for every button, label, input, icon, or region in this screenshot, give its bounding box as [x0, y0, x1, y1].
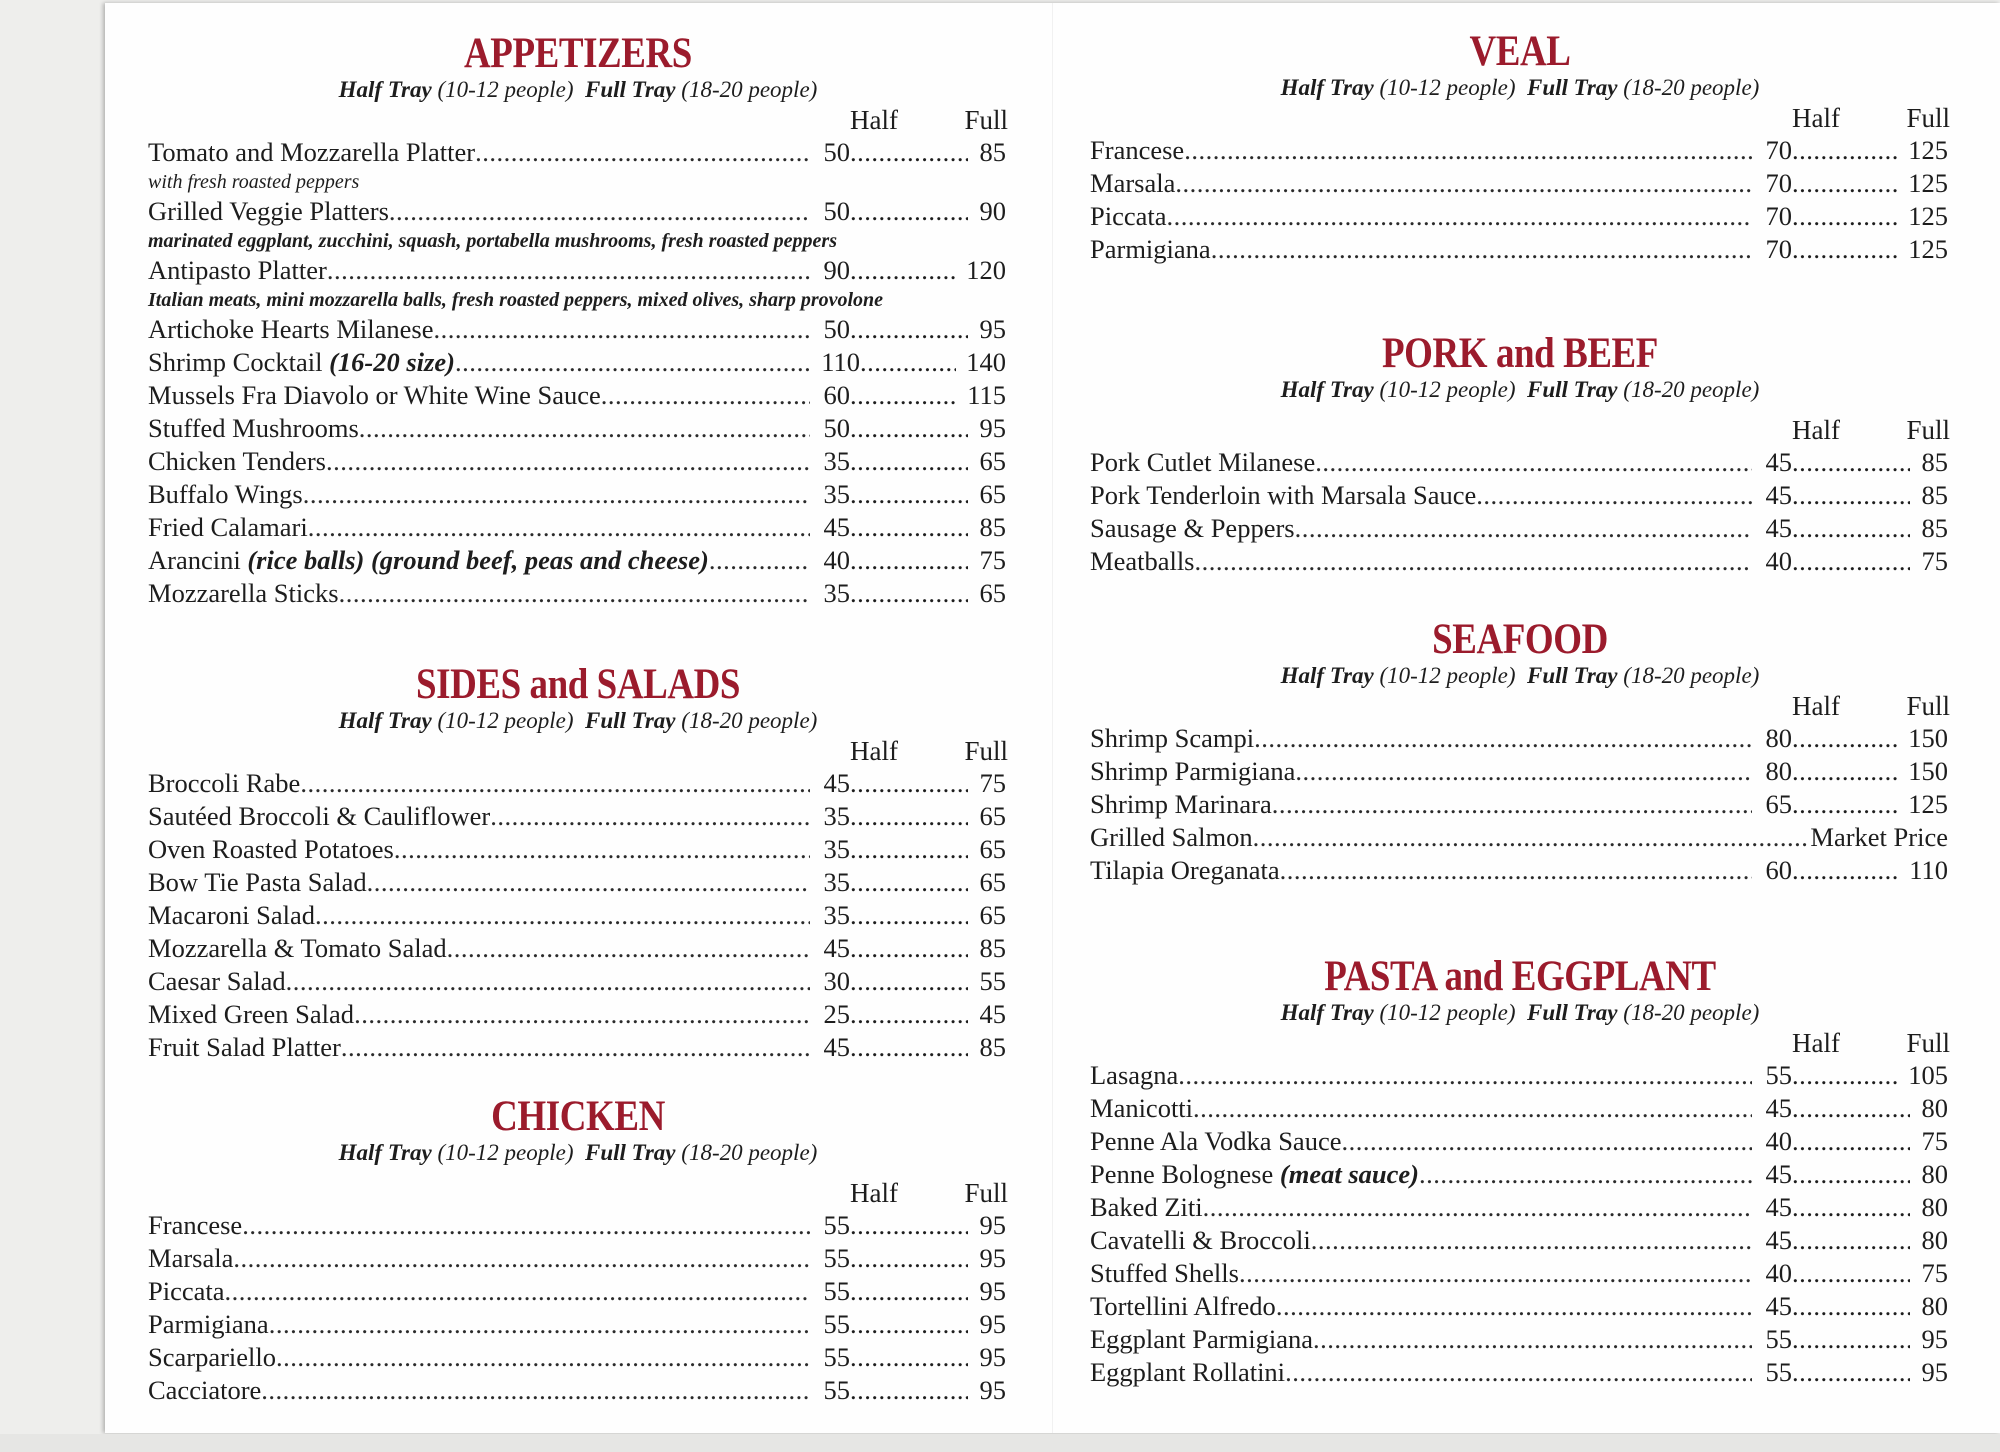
menu-item: Buffalo Wings ..... 35 ..... 65: [148, 478, 1006, 511]
section-chicken: [148, 1095, 1008, 1407]
column-headers: [1090, 690, 1950, 722]
menu-item: Tomato and Mozzarella Platter ..... 50 ..... 85: [148, 136, 1006, 169]
full-header: Full: [1906, 103, 1950, 133]
menu-item: Pork Tenderloin with Marsala Sauce ..... 45 ..... 85: [1090, 479, 1948, 512]
menu-item: Antipasto Platter ..... 90 ..... 120: [148, 254, 1006, 287]
menu-item: Sausage & Peppers ..... 45 ..... 85: [1090, 512, 1948, 545]
menu-item: Meatballs ..... 40 ..... 75: [1090, 545, 1948, 578]
section-seafood: [1090, 618, 1950, 887]
section-appetizers: [148, 32, 1008, 610]
column-headers: [1090, 102, 1950, 134]
half-header: Half: [850, 105, 898, 135]
half-header: Half: [1792, 691, 1840, 721]
menu-item: Mozzarella Sticks ..... 35 ..... 65: [148, 577, 1006, 610]
tray-note: Half Tray (10-12 people) Full Tray (18-20 people): [1280, 663, 1760, 688]
menu-item: Manicotti ..... 45 ..... 80: [1090, 1092, 1948, 1125]
menu-item: Cavatelli & Broccoli ..... 45 ..... 80: [1090, 1224, 1948, 1257]
column-headers: [1090, 414, 1950, 446]
tray-note: Half Tray (10-12 people) Full Tray (18-20 people): [338, 77, 818, 102]
menu-item: Shrimp Cocktail (16-20 size) ..... 110 ..... 140: [148, 346, 1006, 379]
menu-item: Lasagna ..... 55 ..... 105: [1090, 1059, 1948, 1092]
half-header: Half: [850, 1178, 898, 1208]
menu-item: Mussels Fra Diavolo or White Wine Sauce ..... 60 ..... 115: [148, 379, 1006, 412]
full-header: Full: [1906, 1028, 1950, 1058]
menu-item: Grilled Veggie Platters ..... 50 ..... 90: [148, 195, 1006, 228]
section-title: SIDES and SALADS: [415, 661, 741, 708]
menu-item: Scarpariello ..... 55 ..... 95: [148, 1341, 1006, 1374]
menu-item: Caesar Salad ..... 30 ..... 55: [148, 965, 1006, 998]
menu-item: Stuffed Mushrooms ..... 50 ..... 95: [148, 412, 1006, 445]
menu-item: Shrimp Parmigiana ..... 80 ..... 150: [1090, 755, 1948, 788]
full-header: Full: [964, 1178, 1008, 1208]
menu-item: Tortellini Alfredo ..... 45 ..... 80: [1090, 1290, 1948, 1323]
column-headers: [148, 735, 1008, 767]
half-header: Half: [850, 736, 898, 766]
full-header: Full: [964, 105, 1008, 135]
section-veal: [1090, 30, 1950, 266]
menu-item: Shrimp Marinara ..... 65 ..... 125: [1090, 788, 1948, 821]
menu-item: Francese ..... 70 ..... 125: [1090, 134, 1948, 167]
tray-note: Half Tray (10-12 people) Full Tray (18-20 people): [1280, 377, 1760, 402]
scan-background: [0, 1434, 2000, 1452]
section-title: VEAL: [1469, 28, 1571, 75]
item-description: Italian meats, mini mozzarella balls, fresh roasted peppers, mixed olives, sharp provolone: [148, 289, 884, 311]
menu-item: Broccoli Rabe ..... 45 ..... 75: [148, 767, 1006, 800]
menu-item: Stuffed Shells ..... 40 ..... 75: [1090, 1257, 1948, 1290]
menu-item: Sautéed Broccoli & Cauliflower ..... 35 ..... 65: [148, 800, 1006, 833]
menu-item: Penne Bolognese (meat sauce) ..... 45 ..... 80: [1090, 1158, 1948, 1191]
page-fold: [1052, 3, 1053, 1433]
menu-item: Cacciatore ..... 55 ..... 95: [148, 1374, 1006, 1407]
menu-item: Fruit Salad Platter ..... 45 ..... 85: [148, 1031, 1006, 1064]
column-headers: [148, 1177, 1008, 1209]
section-title: SEAFOOD: [1432, 616, 1608, 663]
half-header: Half: [1792, 1028, 1840, 1058]
menu-item: Marsala ..... 70 ..... 125: [1090, 167, 1948, 200]
section-title: APPETIZERS: [464, 30, 692, 77]
tray-note: Half Tray (10-12 people) Full Tray (18-20 people): [1280, 75, 1760, 100]
menu-item: Piccata ..... 55 ..... 95: [148, 1275, 1006, 1308]
menu-item: Bow Tie Pasta Salad ..... 35 ..... 65: [148, 866, 1006, 899]
section-title: CHICKEN: [491, 1093, 665, 1140]
full-header: Full: [1906, 691, 1950, 721]
menu-item: Eggplant Rollatini ..... 55 ..... 95: [1090, 1356, 1948, 1389]
menu-item: Artichoke Hearts Milanese ..... 50 ..... 95: [148, 313, 1006, 346]
menu-item: Mixed Green Salad ..... 25 ..... 45: [148, 998, 1006, 1031]
section-pork-beef: [1090, 332, 1950, 578]
half-header: Half: [1792, 103, 1840, 133]
menu-item: Piccata ..... 70 ..... 125: [1090, 200, 1948, 233]
half-header: Half: [1792, 415, 1840, 445]
menu-item: Pork Cutlet Milanese ..... 45 ..... 85: [1090, 446, 1948, 479]
full-header: Full: [1906, 415, 1950, 445]
menu-item: Parmigiana ..... 55 ..... 95: [148, 1308, 1006, 1341]
menu-item: Francese ..... 55 ..... 95: [148, 1209, 1006, 1242]
menu-item: Eggplant Parmigiana ..... 55 ..... 95: [1090, 1323, 1948, 1356]
section-title: PORK and BEEF: [1382, 330, 1658, 377]
column-headers: [1090, 1027, 1950, 1059]
menu-item: Marsala ..... 55 ..... 95: [148, 1242, 1006, 1275]
menu-item: Mozzarella & Tomato Salad ..... 45 ..... 85: [148, 932, 1006, 965]
full-header: Full: [964, 736, 1008, 766]
menu-item: Shrimp Scampi ..... 80 ..... 150: [1090, 722, 1948, 755]
menu-item: Tilapia Oreganata ..... 60 ..... 110: [1090, 854, 1948, 887]
menu-item: Oven Roasted Potatoes ..... 35 ..... 65: [148, 833, 1006, 866]
tray-note: Half Tray (10-12 people) Full Tray (18-20 people): [1280, 1000, 1760, 1025]
tray-note: Half Tray (10-12 people) Full Tray (18-20 people): [338, 708, 818, 733]
menu-item: Arancini (rice balls) (ground beef, peas and cheese) ..... 40 ..... 75: [148, 544, 1006, 577]
section-sides-salads: [148, 663, 1008, 1064]
tray-note: Half Tray (10-12 people) Full Tray (18-20 people): [338, 1140, 818, 1165]
section-pasta-eggplant: [1090, 955, 1950, 1389]
item-description: marinated eggplant, zucchini, squash, portabella mushrooms, fresh roasted peppers: [148, 230, 837, 252]
menu-item: Fried Calamari ..... 45 ..... 85: [148, 511, 1006, 544]
column-headers: [148, 104, 1008, 136]
menu-item: Grilled Salmon ..... Market Price: [1090, 821, 1948, 854]
menu-item: Baked Ziti ..... 45 ..... 80: [1090, 1191, 1948, 1224]
menu-item: Penne Ala Vodka Sauce ..... 40 ..... 75: [1090, 1125, 1948, 1158]
item-description: with fresh roasted peppers: [148, 171, 360, 193]
menu-item: Macaroni Salad ..... 35 ..... 65: [148, 899, 1006, 932]
menu-item: Parmigiana ..... 70 ..... 125: [1090, 233, 1948, 266]
menu-item: Chicken Tenders ..... 35 ..... 65: [148, 445, 1006, 478]
section-title: PASTA and EGGPLANT: [1324, 953, 1716, 1000]
